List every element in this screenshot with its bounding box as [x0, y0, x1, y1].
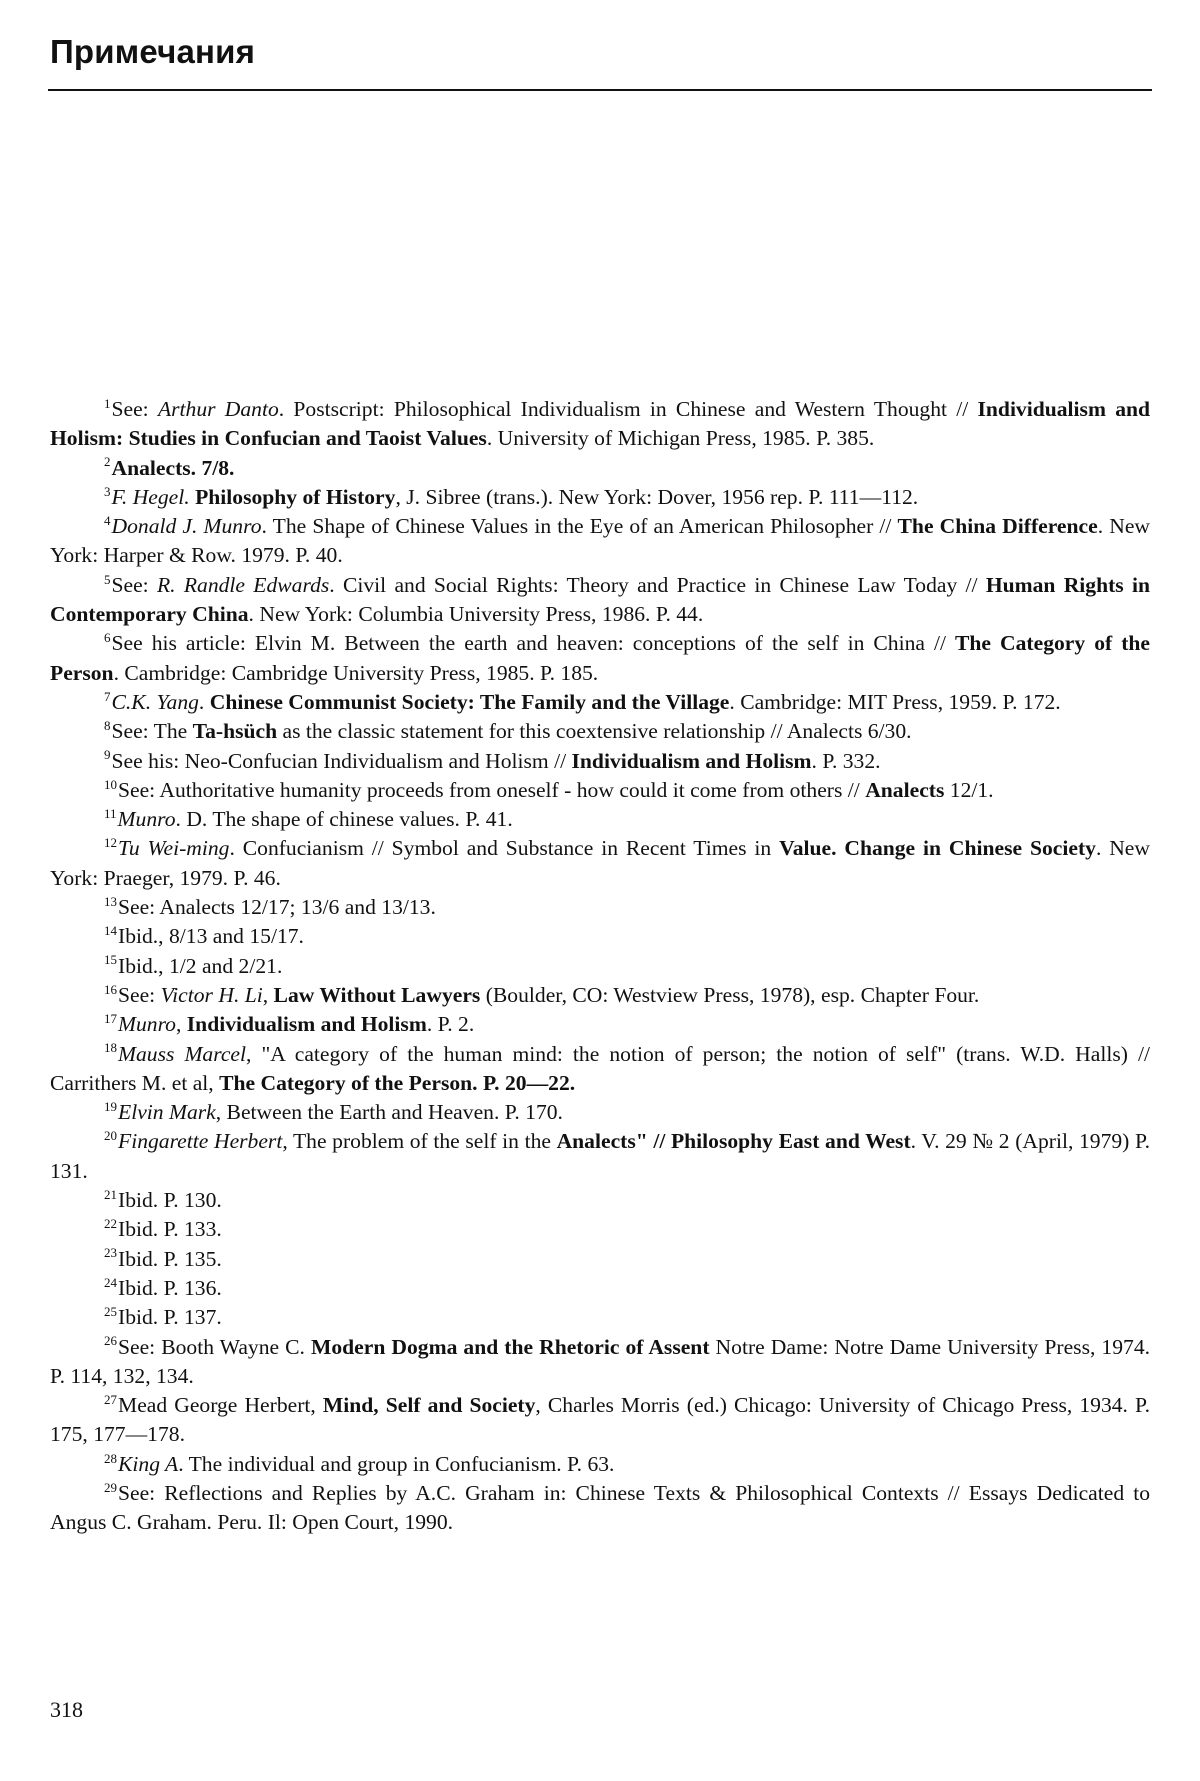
note-number: 11 — [104, 805, 117, 821]
note-text: Notre Dame: Notre Dame University Press, 1974. P. 114, 132, 134. — [50, 1334, 1151, 1388]
note-text: See: — [118, 982, 161, 1007]
note-24 — [50, 1274, 1150, 1303]
note-author: R. Randle Edwards — [156, 572, 330, 597]
note-number: 21 — [104, 1186, 117, 1202]
note-text: 12/1. — [944, 777, 994, 802]
note-emphasis: Philosophy of History — [195, 484, 396, 509]
note-text: See his: Neo-Confucian Individualism and Holism // — [111, 748, 572, 773]
note-number: 20 — [104, 1128, 117, 1144]
note-author: Mauss Marcel — [118, 1041, 247, 1066]
note-text: . University of Michigan Press, 1985. P. 385. — [486, 426, 875, 451]
note-author: Tu Wei-ming — [118, 836, 230, 861]
note-29 — [50, 1479, 1150, 1538]
note-5 — [50, 571, 1150, 630]
note-number: 14 — [104, 923, 117, 939]
note-text: , Between the Earth and Heaven. P. 170. — [215, 1100, 563, 1125]
note-emphasis: The China Difference — [897, 514, 1098, 539]
note-text: Ibid. P. 135. — [118, 1246, 222, 1271]
note-text: , The problem of the self in the — [282, 1129, 557, 1154]
note-15 — [50, 952, 1150, 981]
note-number: 8 — [104, 718, 111, 734]
note-text: Ibid. P. 133. — [118, 1217, 222, 1242]
note-22 — [50, 1215, 1150, 1244]
title-rule — [48, 89, 1152, 91]
note-9 — [50, 747, 1150, 776]
note-number: 1 — [104, 395, 111, 411]
note-number: 4 — [104, 513, 111, 528]
note-text: . New York: Praeger, 1979. P. 46. — [50, 836, 1150, 890]
note-number: 5 — [104, 571, 111, 587]
note-number: 27 — [104, 1391, 117, 1407]
note-emphasis: Individualism and Holism — [571, 748, 812, 773]
note-text: . Postscript: Philosophical Individualism in Chinese and Western Thought // — [278, 397, 978, 421]
note-28 — [50, 1450, 1150, 1479]
note-emphasis: The Category of the Person — [50, 631, 1150, 685]
note-27 — [50, 1391, 1150, 1450]
note-author: Munro — [118, 1012, 176, 1037]
note-10 — [50, 776, 1150, 805]
note-emphasis: Value. Change in Chinese Society — [779, 836, 1096, 861]
note-text: See: The — [111, 719, 193, 744]
note-21 — [50, 1186, 1150, 1215]
note-number: 3 — [104, 483, 111, 499]
note-author: Munro — [117, 807, 176, 832]
note-emphasis: Human Rights in Contemporary China — [50, 572, 1150, 627]
note-number: 22 — [104, 1216, 117, 1232]
note-author: Donald J. Munro — [111, 514, 262, 539]
note-number: 26 — [104, 1333, 117, 1349]
note-number: 10 — [104, 776, 117, 792]
note-number: 19 — [104, 1098, 117, 1114]
note-text: . The individual and group in Confucianism. P. 63. — [178, 1451, 615, 1476]
note-text: Ibid. P. 130. — [118, 1188, 222, 1213]
note-text: See: Analects 12/17; 13/6 and 13/13. — [118, 895, 436, 920]
note-author: F. Hegel. — [111, 484, 190, 509]
note-text: See: Authoritative humanity proceeds from oneself - how could it come from others // — [118, 777, 866, 802]
note-text: Ibid. P. 137. — [118, 1305, 222, 1330]
note-text: See: — [111, 397, 158, 421]
note-4 — [50, 512, 1150, 571]
note-25 — [50, 1303, 1150, 1332]
note-number: 7 — [104, 688, 111, 704]
page-number: 318 — [50, 1697, 83, 1722]
note-text: . P. 332. — [811, 748, 881, 773]
note-text: . P. 2. — [426, 1012, 475, 1037]
note-text: See: Reflections and Replies by A.C. Graham in: Chinese Texts & Philosophical Contexts // Essays Dedicated to Angus C. Graham. Peru. Il: Open Court, 1990. — [50, 1480, 1150, 1535]
note-author: Fingarette Herbert — [118, 1129, 283, 1154]
note-18 — [50, 1040, 1150, 1099]
notes-list — [50, 395, 1150, 1538]
note-author: Victor H. Li — [160, 982, 263, 1007]
note-number: 29 — [104, 1479, 117, 1495]
note-text: . New York: Columbia University Press, 1986. P. 44. — [248, 602, 704, 627]
page-title: Примечания — [50, 33, 256, 70]
note-text: , J. Sibree (trans.). New York: Dover, 1956 rep. P. 111—112. — [395, 484, 919, 509]
note-emphasis: Mind, Self and Society — [322, 1393, 536, 1418]
note-text: . Cambridge: Cambridge University Press, 1985. P. 185. — [113, 660, 599, 685]
note-26 — [50, 1333, 1150, 1392]
note-text: . Confucianism // Symbol and Substance in Recent Times in — [229, 836, 780, 861]
note-text: . — [198, 689, 210, 714]
note-text: . Cambridge: MIT Press, 1959. P. 172. — [729, 689, 1061, 714]
note-14 — [50, 922, 1150, 951]
note-23 — [50, 1245, 1150, 1274]
note-3 — [50, 483, 1150, 512]
note-emphasis: Analects" // Philosophy East and West — [556, 1129, 911, 1154]
note-17 — [50, 1010, 1150, 1039]
note-author: King A — [118, 1451, 179, 1476]
note-text: Mead George Herbert, — [118, 1393, 323, 1418]
note-12 — [50, 834, 1150, 893]
note-emphasis: Ta-hsüch — [192, 719, 278, 744]
note-number: 17 — [104, 1011, 117, 1027]
note-11 — [50, 805, 1150, 834]
note-number: 18 — [104, 1040, 117, 1056]
note-text: , — [262, 982, 274, 1007]
note-text: , Charles Morris (ed.) Chicago: University of Chicago Press, 1934. P. 175, 177—178. — [50, 1393, 1151, 1447]
note-number: 15 — [104, 952, 117, 968]
note-text: as the classic statement for this coextensive relationship // Analects 6/30. — [277, 719, 912, 744]
note-text: . Civil and Social Rights: Theory and Practice in Chinese Law Today // — [329, 572, 986, 597]
note-number: 24 — [104, 1274, 117, 1290]
note-number: 16 — [104, 981, 117, 997]
note-number: 2 — [104, 454, 111, 470]
note-number: 25 — [104, 1304, 117, 1320]
note-number: 13 — [104, 893, 117, 909]
note-text: . D. The shape of chinese values. P. 41. — [175, 807, 513, 832]
note-emphasis: The Category of the Person. P. 20—22. — [219, 1070, 576, 1095]
note-emphasis: Modern Dogma and the Rhetoric of Assent — [310, 1334, 710, 1359]
note-text: Ibid., 1/2 and 2/21. — [118, 953, 283, 978]
note-number: 9 — [104, 747, 111, 763]
note-13 — [50, 893, 1150, 922]
note-emphasis: Individualism and Holism: Studies in Confucian and Taoist Values — [50, 397, 1151, 451]
note-author: Arthur Danto — [157, 397, 279, 421]
note-text: , "A category of the human mind: the notion of person; the notion of self" (trans. W.D. Halls) // Carrithers M. et al, — [50, 1041, 1151, 1095]
note-text: (Boulder, CO: Westview Press, 1978), esp. Chapter Four. — [480, 982, 980, 1007]
note-author: C.K. Yang — [111, 689, 199, 714]
note-7 — [50, 688, 1150, 717]
note-number: 12 — [104, 835, 117, 851]
note-text: Ibid., 8/13 and 15/17. — [118, 924, 304, 949]
note-number: 23 — [104, 1245, 117, 1261]
note-8 — [50, 717, 1150, 746]
note-20 — [50, 1127, 1150, 1186]
note-16 — [50, 981, 1150, 1010]
note-text: See his article: Elvin M. Between the earth and heaven: conceptions of the self in China // — [111, 631, 956, 656]
note-emphasis: Individualism and Holism — [186, 1012, 427, 1037]
note-emphasis: Chinese Communist Society: The Family and the Village — [209, 689, 730, 714]
note-number: 6 — [104, 630, 111, 646]
note-emphasis: Analects — [865, 777, 945, 802]
note-text: , — [175, 1012, 187, 1037]
note-text: . V. 29 № 2 (April, 1979) P. 131. — [50, 1129, 1150, 1183]
note-number: 28 — [104, 1450, 117, 1466]
note-text: . The Shape of Chinese Values in the Eye of an American Philosopher // — [261, 514, 898, 539]
note-19 — [50, 1098, 1150, 1127]
note-author: Elvin Mark — [118, 1100, 216, 1125]
note-text: See: Booth Wayne C. — [118, 1334, 311, 1359]
note-1 — [50, 395, 1150, 454]
note-emphasis: Analects. 7/8. — [111, 455, 235, 480]
note-text: See: — [111, 572, 157, 597]
note-emphasis: Law Without Lawyers — [273, 982, 481, 1007]
note-6 — [50, 629, 1150, 688]
note-text: Ibid. P. 136. — [118, 1275, 222, 1300]
note-2 — [50, 454, 1150, 483]
note-text: . New York: Harper & Row. 1979. P. 40. — [50, 514, 1150, 568]
